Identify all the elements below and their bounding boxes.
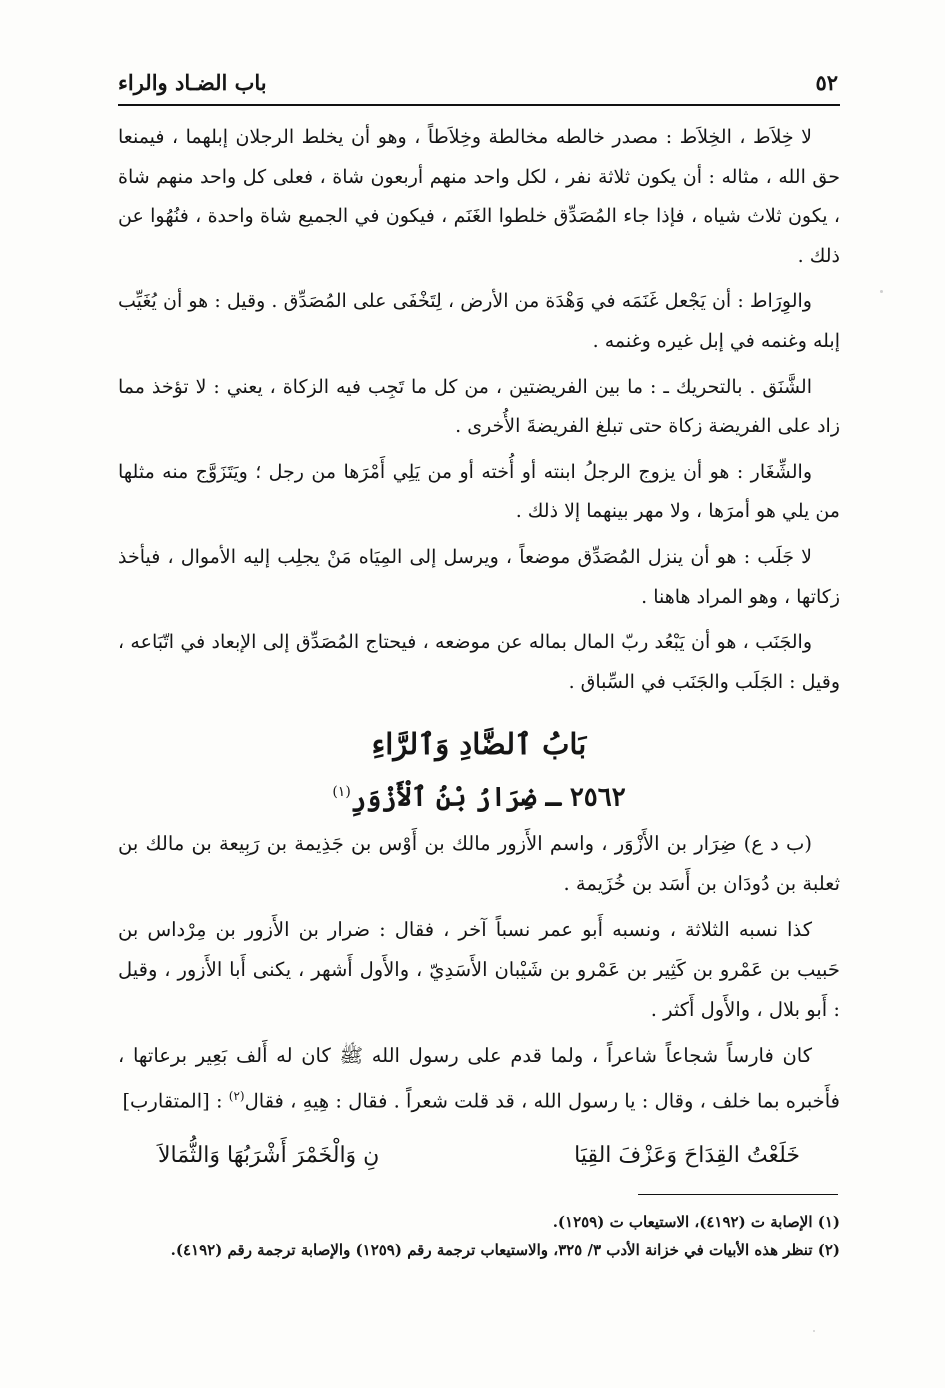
entry-number: ٢٥٦٢ ـ	[545, 782, 626, 813]
footnote: (٢) تنظر هذه الأبيات في خزانة الأدب ٣/ ٣٢٥، والاستيعاب ترجمة رقم (١٢٥٩) والإصابة ترجمة رقم (٤١٩٢).	[170, 1241, 840, 1259]
footnote-ref: (٢)	[228, 1088, 245, 1103]
page-header	[118, 62, 838, 102]
footnote-rule	[638, 1194, 838, 1195]
footnote-ref: (١)	[332, 784, 351, 801]
entry-name: ضِرَارُ بْنُ ٱلْأَزْوَرِ	[350, 782, 537, 813]
hemistich-right: خَلَعْتُ القِدَاحَ وَعَزْفَ القِيَا	[574, 1143, 800, 1169]
biography	[118, 824, 840, 1122]
paragraph: والوِرَاط : أن يَجْعل غَنَمَه في وَهْدَة من الأرض ، لِتَخْفَى على المُصَدِّق . وقيل : هو أن يُغَيِّب إبله وغنمه في إبل غيره وغنمه .	[118, 290, 840, 352]
scan-speck	[880, 290, 883, 293]
poem-verse	[118, 1127, 840, 1181]
paragraph: لا جَلَب : هو أن ينزل المُصَدِّق موضعاً ، ويرسل إلى المِيَاه مَنْ يجلِب إليه الأموال ، فيأخذ زكاتها ، وهو المراد هاهنا .	[118, 545, 840, 608]
meter-label: : [المتقارب]	[122, 1089, 223, 1113]
main-text	[118, 118, 840, 1181]
footnote: (١) الإصابة ت (٤١٩٢)، الاستيعاب ت (١٢٥٩).	[552, 1213, 840, 1231]
paragraph: والجَنَب ، هو أن يَبْعُد ربّ المال بماله عن موضعه ، فيحتاج المُصَدِّق إلى الإبعاد في اتّبَاعه ، وقيل : الجَلَب والجَنَب في السِّباق .	[118, 631, 840, 693]
paragraph: والشِّغَار : هو أن يزوج الرجلُ ابنته أو أُخته أو من يَلِي أَمْرَها من رجل ؛ ويَتَزَوَّج منه مثلها من يلي هو أمرَها ، ولا مهر بينهما إلا ذلك .	[118, 460, 840, 523]
chapter-title: بَابُ ٱلضَّادِ وَٱلرَّاءِ	[371, 727, 587, 762]
paragraph: لا خِلاَط ، الخِلاَط : مصدر خالطه مخالطة وخِلاَطاً ، وهو أن يخلط الرجلان إبلهما ، فيمنعا حق الله ، مثاله : أن يكون ثلاثة نفر ، لكل واحد منهم أربعون شاة ، فعلى كل واحد منهم شاة ، يكون ثلاث شياه ، فإذا جاء المُصَدِّق خلطوا الغَنَم ، فيكون في الجميع شاة واحدة ، فنُهُوا عن ذلك .	[118, 126, 840, 267]
bio-paragraph: كذا نسبه الثلاثة ، ونسبه أَبو عمر نسباً آخر ، فقال : ضرار بن الأَزور بن مِرْداس بن حَبيب بن عَمْرو بن كَثِير بن عَمْرو بن شَيْبان الأَسَدِيّ ، والأَول أَشهر ، يكنى أَبا الأَزور ، وقيل : أَبو بلال ، والأَول أَكثر .	[118, 917, 840, 1021]
bio-paragraph: (ب د ع) ضِرَار بن الأَزْوَر ، واسم الأَزور مالك بن أَوْس بن جَذِيمة بن رَبِيعة بن مالك بن ثعلبة بن دُودَان بن أَسَد بن خُزَيمة .	[118, 831, 840, 895]
bio-text: كان فارساً شجاعاً شاعراً ، ولما قدم على رسول الله ﷺ كان له أَلف بَعِير برعاتها ، فأَخبره بما خلف ، وقال : يا رسول الله ، قد قلت شعراً . فقال : هِيهِ ، فقال	[118, 1043, 840, 1113]
header-rule	[118, 104, 840, 106]
scan-speck	[813, 1330, 815, 1332]
hemistich-left: نِ وَالْخَمْرَ أَشْرَبُهَا وَالثُّمَالاَ	[158, 1143, 380, 1169]
bio-paragraph	[118, 1036, 840, 1122]
running-title: باب الضـاد والراء	[118, 69, 267, 95]
footnotes	[118, 1208, 840, 1264]
paragraph: الشَّنَق . بالتحريك ـ : ما بين الفريضتين ، من كل ما تَجِب فيه الزكاة ، يعني : لا تؤخذ مما زاد على الفريضة زكاة حتى تبلغ الفريضةَ الأُخرى .	[118, 375, 840, 438]
page-number: ٥٢	[815, 69, 838, 95]
entry-title	[118, 770, 840, 820]
